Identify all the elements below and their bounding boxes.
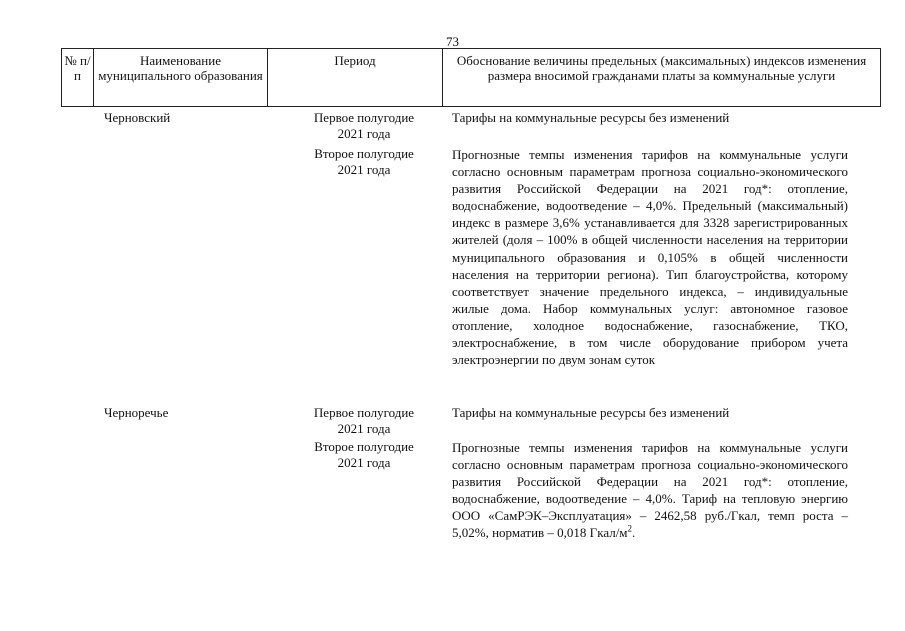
header-basis-column: Обоснование величины предельных (максимальных) индексов изменения размера вносимой гражданами платы за коммунальные услуги <box>443 49 881 107</box>
header-name-column: Наименование муниципального образования <box>94 49 268 107</box>
row-name-chernorechye: Черноречье <box>104 405 169 420</box>
row-basis-second: Прогнозные темпы изменения тарифов на коммунальные услуги согласно основным параметрам прогноза социально-экономического развития Российской Федерации на 2021 год*: отопление, водоснабжение, водоотведение – 4,0%. Предельный (максимальный) индекс в размере 3,6% устанавливается для 3328 зарегистрированных жителей (доля – 100% в общей численности населения на территории муниципального образования и 0,105% в общей численности населения на территории региона). Тип благоустройства, которому соответствует значение предельного индекса, – индивидуальные жилые дома. Набор коммунальных услуг: автономное газовое отопление, холодное водоснабжение, газоснабжение, ТКО, электроснабжение, в том числе оборудование прибором учета электроэнергии по двум зонам суток <box>452 147 848 368</box>
header-number-column: № п/п <box>62 49 94 107</box>
table-header <box>61 48 881 107</box>
superscript: 2 <box>627 524 633 535</box>
row-period-first: Первое полугодие 2021 года <box>313 405 415 436</box>
row-period-first: Первое полугодие 2021 года <box>313 110 415 141</box>
row-basis-second-end: . <box>632 525 636 541</box>
page-number: 73 <box>446 34 459 49</box>
row-basis-second-text: Прогнозные темпы изменения тарифов на коммунальные услуги согласно основным параметрам прогноза социально-экономического развития Российской Федерации на 2021 год*: отопление, водоснабжение, водоотведение – 4,0%. Тариф на тепловую энергию ООО «СамРЭК–Эксплуатация» – 2462,58 руб./Гкал, темп роста – 5,02%, норматив – 0,018 Гкал/м <box>452 440 848 541</box>
row-name-chernovsky: Черновский <box>104 110 171 125</box>
row-period-second: Второе полугодие 2021 года <box>314 146 414 177</box>
row-period-second: Второе полугодие 2021 года <box>314 439 414 470</box>
row-basis-second <box>452 439 848 542</box>
header-period-column: Период <box>268 49 443 107</box>
row-basis-first: Тарифы на коммунальные ресурсы без изменений <box>452 405 730 420</box>
row-basis-first: Тарифы на коммунальные ресурсы без изменений <box>452 110 730 125</box>
